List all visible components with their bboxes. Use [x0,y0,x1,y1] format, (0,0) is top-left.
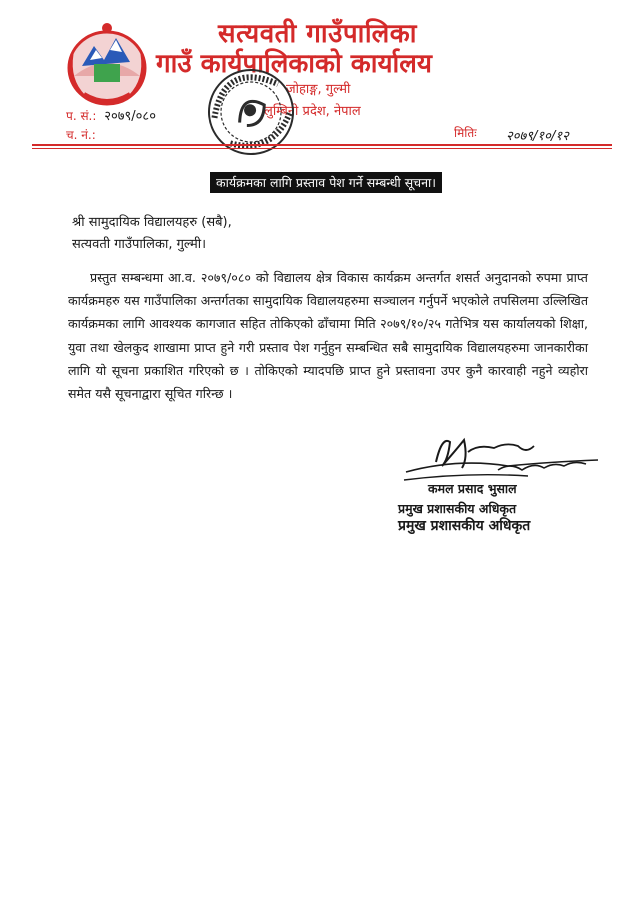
header-divider-thin [32,148,612,149]
dispatch-number [66,126,96,143]
date-value: २०७९/१०/१२ [506,129,569,144]
reference-number [66,106,156,124]
org-name: सत्यवती गाउँपालिका [218,19,417,49]
signatory-title-stamp: प्रमुख प्रशासकीय अधिकृत [398,518,531,534]
address-line2: लुम्बिनी प्रदेश, नेपाल [264,104,361,119]
ref-label: प. सं.: [66,109,97,123]
header-divider [32,144,612,146]
cha-label: च. नं.: [66,128,96,142]
notice-paragraph: प्रस्तुत सम्बन्धमा आ.व. २०७९/०८० को विद्यालय क्षेत्र विकास कार्यक्रम अन्तर्गत शसर्त अनुदानको रुपमा प्राप्त कार्यक्रमहरु यस गाउँपालिका अन्तर्गतका सामुदायिक विद्यालयहरुमा सञ्चालन गर्नुपर्ने भएकोले तपसिलमा उल्लिखित कार्यक्रमका लागि आवश्यक कागजात सहित तोकिएको ढाँचामा मिति २०७९/१०/२५ गतेभित्र यस कार्यालयको शिक्षा, युवा तथा खेलकुद शाखामा प्राप्त हुने गरी प्रस्ताव पेश गर्नुहुन सम्बन्धित सबै सामुदायिक विद्यालयहरुमा जानकारीका लागि यो सूचना प्रकाशित गरिएको छ । तोकिएको म्यादपछि प्राप्त हुने प्रस्तावना उपर कुनै कारवाही नहुने व्यहोरा समेत यसै सूचनाद्वारा सूचित गरिन्छ । [68,270,588,402]
subject-line: कार्यक्रमका लागि प्रस्ताव पेश गर्ने सम्बन्धी सूचना। [210,172,442,193]
ref-value: २०७९/०८० [104,109,156,124]
office-name: गाउँ कार्यपालिकाको कार्यालय [156,49,432,79]
signatory-title: प्रमुख प्रशासकीय अधिकृत [398,501,517,516]
signatory-name: कमल प्रसाद भुसाल [428,481,517,496]
nepal-emblem-icon [64,20,150,110]
address-line1: जोहाङ्ग, गुल्मी [286,82,351,97]
addressee-line2: सत्यवती गाउँपालिका, गुल्मी। [72,237,207,252]
notice-body [68,266,588,405]
date-label: मितिः [454,126,477,140]
addressee-line1: श्री सामुदायिक विद्यालयहरु (सबै), [72,215,232,230]
